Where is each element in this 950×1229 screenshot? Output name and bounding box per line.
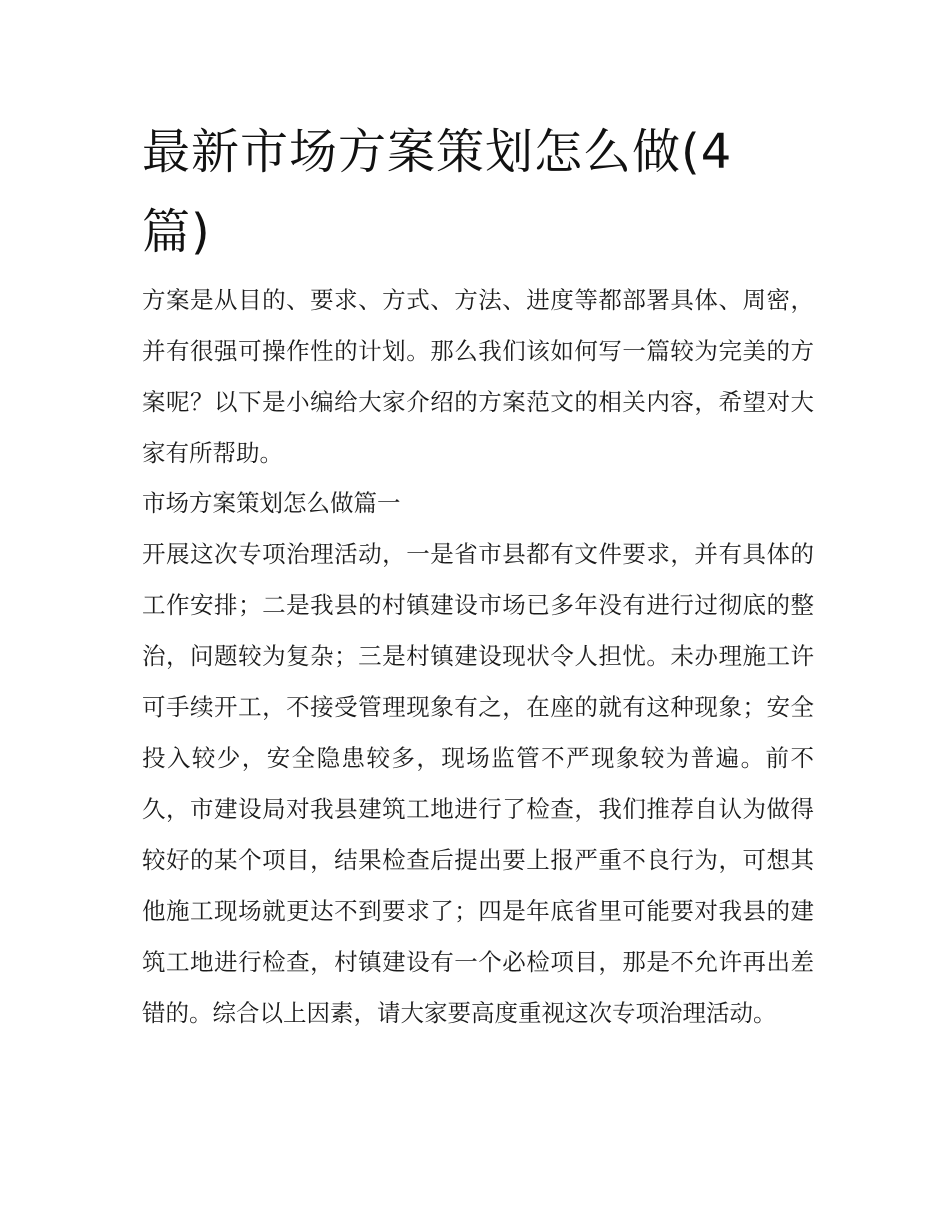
document-title: 最新市场方案策划怎么做(4篇) bbox=[142, 124, 733, 260]
section-body-paragraph: 开展这次专项治理活动，一是省市县都有文件要求，并有具体的工作安排；二是我县的村镇建设市场已多年没有进行过彻底的整治，问题较为复杂；三是村镇建设现状令人担忧。未办理施工许可手续开工，不接受管理现象有之，在座的就有这种现象；安全投入较少，安全隐患较多，现场监管不严现象较为普遍。前不久，市建设局对我县建筑工地进行了检查，我们推荐自认为做得较好的某个项目，结果检查后提出要上报严重不良行为，可想其他施工现场就更达不到要求了；四是年底省里可能要对我县的建筑工地进行检查，村镇建设有一个必检项目，那是不允许再出差错的。综合以上因素，请大家要高度重视这次专项治理活动。 bbox=[142, 540, 814, 1027]
section-heading: 市场方案策划怎么做篇一 bbox=[142, 489, 401, 517]
intro-paragraph: 方案是从目的、要求、方式、方法、进度等都部署具体、周密，并有很强可操作性的计划。那么我们该如何写一篇较为完美的方案呢？以下是小编给大家介绍的方案范文的相关内容，希望对大家有所帮助。 bbox=[142, 286, 814, 467]
